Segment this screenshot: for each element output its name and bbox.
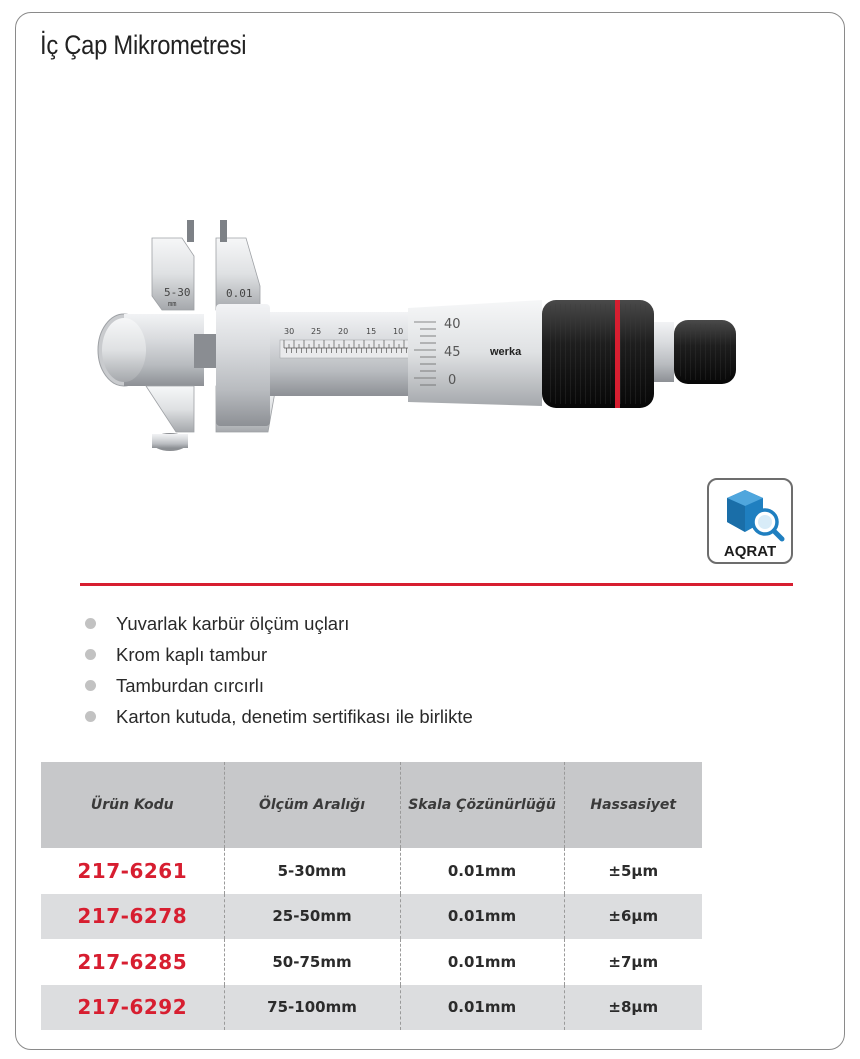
range-engraving: 5-30 (164, 286, 191, 299)
thimble-scale-label: 0 (448, 373, 457, 388)
accuracy: ±5µm (564, 848, 702, 894)
bullet-icon (85, 649, 96, 660)
bullet-icon (85, 680, 96, 691)
page-title: İç Çap Mikrometresi (40, 30, 247, 60)
sleeve-scale-label: 10 (393, 327, 404, 336)
product-image (90, 200, 750, 470)
product-code: 217-6261 (41, 848, 224, 894)
feature-text: Tamburdan cırcırlı (116, 675, 265, 696)
list-item (83, 701, 473, 732)
accuracy: ±6µm (564, 894, 702, 940)
scale-resolution: 0.01mm (400, 894, 564, 940)
feature-text: Karton kutuda, denetim sertifikası ile birlikte (116, 706, 473, 727)
sleeve-scale-label: 25 (311, 327, 322, 336)
search-magnifier-cube-icon (715, 484, 787, 544)
badge-label: AQRAT (723, 543, 777, 560)
list-item (83, 639, 473, 670)
list-item (83, 608, 473, 639)
table-row (41, 848, 702, 894)
product-code: 217-6292 (41, 985, 224, 1031)
table-header-row (41, 762, 702, 848)
product-code: 217-6278 (41, 894, 224, 940)
feature-list (83, 608, 473, 732)
scale-resolution: 0.01mm (400, 985, 564, 1031)
scale-resolution: 0.01mm (400, 939, 564, 985)
accuracy: ±8µm (564, 985, 702, 1031)
thimble-scale-label: 45 (444, 345, 461, 360)
feature-text: Yuvarlak karbür ölçüm uçları (116, 613, 350, 634)
table-row (41, 985, 702, 1031)
bullet-icon (85, 618, 96, 629)
measuring-range: 50-75mm (224, 939, 400, 985)
brand-engraving: werka (490, 346, 522, 358)
sleeve-scale-label: 20 (338, 327, 349, 336)
unit-engraving: mm (168, 300, 177, 308)
section-divider (80, 583, 793, 586)
list-item (83, 670, 473, 701)
measuring-range: 75-100mm (224, 985, 400, 1031)
header-accuracy: Hassasiyet (564, 762, 702, 848)
header-scale-resolution: Skala Çözünürlüğü (400, 762, 564, 848)
scale-resolution: 0.01mm (400, 848, 564, 894)
sleeve-scale-label: 15 (366, 327, 377, 336)
measuring-range: 25-50mm (224, 894, 400, 940)
sleeve-scale-label: 30 (284, 327, 295, 336)
header-measuring-range: Ölçüm Aralığı (224, 762, 400, 848)
spec-table (41, 762, 702, 1030)
accuracy: ±7µm (564, 939, 702, 985)
header-product-code: Ürün Kodu (41, 762, 224, 848)
resolution-engraving: 0.01 (226, 287, 253, 300)
thimble-scale-label: 40 (444, 317, 461, 332)
table-row (41, 939, 702, 985)
product-code: 217-6285 (41, 939, 224, 985)
bullet-icon (85, 711, 96, 722)
measuring-range: 5-30mm (224, 848, 400, 894)
feature-text: Krom kaplı tambur (116, 644, 268, 665)
aqrat-badge[interactable] (707, 478, 793, 564)
table-row (41, 894, 702, 940)
